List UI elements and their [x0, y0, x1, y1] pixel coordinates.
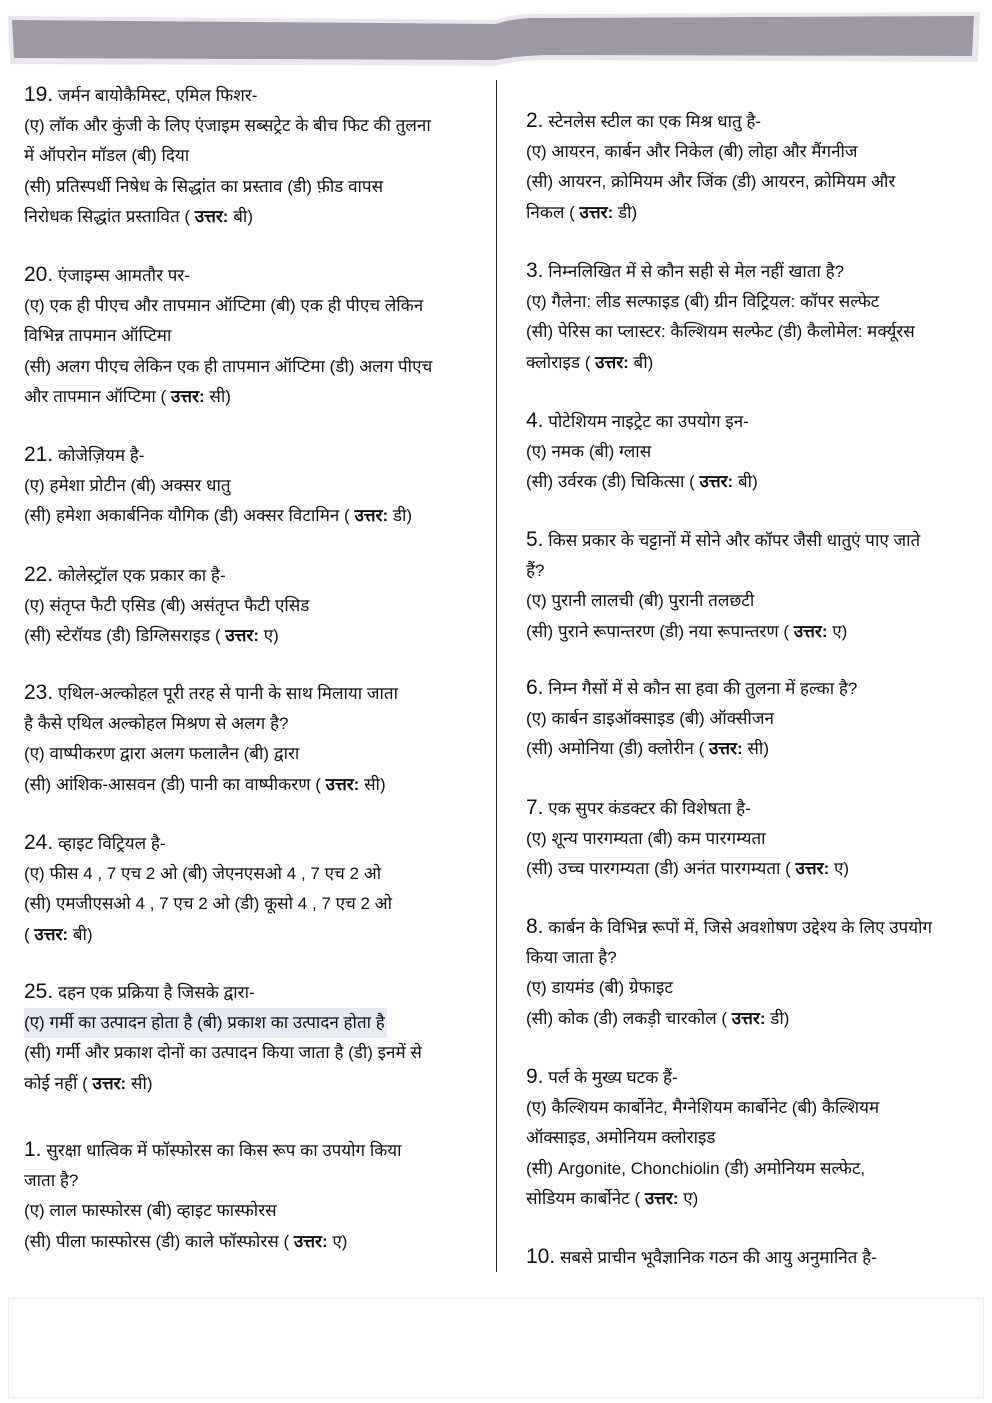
- question-number: 24.: [24, 831, 54, 854]
- line-text: पर्ल के मुख्य घटक हैं-: [548, 1068, 678, 1087]
- answer-value: सी: [209, 387, 226, 406]
- line-text: (ए) संतृप्त फैटी एसिड (बी) असंतृप्त फैटी एसिड: [24, 595, 310, 615]
- answer-value: डी: [392, 506, 407, 525]
- line-text: (सी) स्टेरॉयड (डी) डिग्लिसराइड: [24, 626, 211, 645]
- question-text-line: [24, 1135, 474, 1166]
- option-line: [526, 137, 971, 168]
- question-number: 3.: [526, 259, 544, 282]
- answer-line: निरोधक सिद्धांत प्रस्तावित ( उत्तर: बी): [24, 207, 253, 226]
- line-text: एक सुपर कंडक्टर की विशेषता है-: [548, 799, 751, 818]
- question-text-line: [526, 793, 971, 824]
- line-text: क्लोराइड: [526, 352, 580, 372]
- line-text: (सी) आयरन, क्रोमियम और जिंक (डी) आयरन, क्रोमियम और: [526, 172, 896, 191]
- line-text: और तापमान ऑप्टिमा: [24, 387, 156, 406]
- line-text: (ए) गैलेना: लीड सल्फाइड (बी) ग्रीन विट्रियल: कॉपर सल्फेट: [526, 291, 880, 311]
- line-text: निरोधक सिद्धांत प्रस्तावित: [24, 207, 180, 226]
- answer-label: उत्तर:: [194, 207, 229, 226]
- question-item: [526, 1242, 971, 1273]
- question-item: [526, 1062, 971, 1215]
- question-number: 10.: [526, 1245, 556, 1268]
- answer-value: ए: [833, 859, 844, 878]
- line-text: कोलेस्ट्रॉल एक प्रकार का है-: [57, 566, 226, 585]
- answer-label: उत्तर:: [293, 1231, 328, 1251]
- question-number: 1.: [24, 1138, 42, 1161]
- line-text: किया जाता है?: [526, 947, 617, 967]
- line-text: निकल: [526, 202, 565, 222]
- option-line: [24, 1196, 474, 1227]
- answer-line: निकल ( उत्तर: डी): [526, 202, 638, 222]
- line-text: दहन एक प्रक्रिया है जिसके द्वारा-: [57, 983, 255, 1002]
- line-text: (सी) Argonite, Chonchiolin (डी) अमोनियम सल्फेट,: [526, 1158, 866, 1178]
- line-text: सबसे प्राचीन भूवैज्ञानिक गठन की आयु अनुमानित है-: [559, 1248, 877, 1267]
- question-text-line: [526, 1242, 971, 1273]
- option-line: [24, 291, 474, 322]
- question-item: [526, 256, 971, 378]
- question-number: 7.: [526, 796, 544, 819]
- question-text-line: [24, 828, 474, 859]
- question-text-line: [526, 673, 971, 704]
- line-text: स्टेनलेस स्टील का एक मिश्र धातु है-: [548, 112, 762, 131]
- line-text: पोटेशियम नाइट्रेट का उपयोग इन-: [548, 412, 749, 431]
- answer-label: उत्तर:: [34, 924, 69, 944]
- line-text: (ए) फीस 4 , 7 एच 2 ओ (बी) जेएनएसओ 4 , 7 एच 2 ओ: [24, 863, 382, 883]
- answer-label: उत्तर:: [595, 352, 629, 372]
- option-line: [526, 943, 971, 974]
- question-text-line: [526, 406, 971, 437]
- line-text: जाता है?: [24, 1170, 79, 1190]
- answer-line: (सी) स्टेरॉयड (डी) डिग्लिसराइड ( उत्तर: ए): [24, 626, 279, 645]
- question-text-line: [24, 678, 474, 709]
- answer-line: और तापमान ऑप्टिमा ( उत्तर: सी): [24, 387, 231, 406]
- option-line: [526, 1093, 971, 1124]
- question-item: [24, 678, 474, 800]
- answer-value: सी: [747, 739, 764, 758]
- question-item: [526, 106, 971, 228]
- question-item: [526, 525, 971, 647]
- line-text: (सी) हमेशा अकार्बनिक यौगिक (डी) अक्सर विटामिन: [24, 506, 340, 525]
- answer-label: उत्तर:: [225, 626, 260, 645]
- line-text: निम्न गैसों में से कौन सा हवा की तुलना में हल्का है?: [548, 679, 858, 698]
- question-text-line: [526, 525, 971, 556]
- option-line: [24, 141, 474, 172]
- line-text: (ए) लाल फास्फोरस (बी) व्हाइट फास्फोरस: [24, 1201, 277, 1220]
- line-text: ऑक्साइड, अमोनियम क्लोराइड: [526, 1128, 716, 1147]
- answer-line: (सी) पुराने रूपान्तरण (डी) नया रूपान्तरण ( उत्तर: ए): [526, 621, 848, 641]
- question-number: 8.: [526, 915, 544, 938]
- option-line: [526, 704, 971, 735]
- answer-label: उत्तर:: [699, 472, 734, 491]
- answer-line: (सी) आंशिक-आसवन (डी) पानी का वाष्पीकरण ( उत्तर: सी): [24, 774, 386, 794]
- option-line: [526, 317, 971, 348]
- answer-line: कोई नहीं ( उत्तर: सी): [24, 1073, 153, 1093]
- line-text: (ए) गर्मी का उत्पादन होता है (बी) प्रकाश का उत्पादन होता है: [24, 1008, 387, 1039]
- question-number: 21.: [24, 443, 54, 466]
- answer-line: सोडियम कार्बोनेट ( उत्तर: ए): [526, 1189, 699, 1208]
- question-text-line: [24, 260, 474, 291]
- option-line: [526, 287, 971, 318]
- question-text-line: [526, 106, 971, 137]
- line-text: (सी) गर्मी और प्रकाश दोनों का उत्पादन किया जाता है (डी) इनमें से: [24, 1043, 422, 1062]
- question-item: [24, 1135, 474, 1257]
- line-text: एथिल-अल्कोहल पूरी तरह से पानी के साथ मिलाया जाता: [57, 684, 398, 703]
- option-line: [526, 556, 971, 587]
- line-text: (ए) आयरन, कार्बन और निकेल (बी) लोहा और मैंगनीज: [526, 141, 858, 161]
- line-text: (सी) उच्च पारगम्यता (डी) अनंत पारगम्यता: [526, 859, 781, 878]
- answer-value: बी: [72, 924, 87, 944]
- line-text: (सी) पुराने रूपान्तरण (डी) नया रूपान्तरण: [526, 621, 779, 641]
- question-item: [24, 977, 474, 1099]
- option-line: [24, 172, 474, 203]
- answer-value: बी: [233, 207, 248, 226]
- line-text: (ए) शून्य पारगम्यता (बी) कम पारगम्यता: [526, 828, 766, 848]
- question-number: 6.: [526, 676, 544, 699]
- question-item: [526, 793, 971, 885]
- option-line: [24, 471, 474, 502]
- line-text: एंजाइम्स आमतौर पर-: [57, 266, 191, 285]
- answer-value: बी: [737, 472, 753, 491]
- line-text: जर्मन बायोकैमिस्ट, एमिल फिशर-: [57, 86, 258, 105]
- line-text: है कैसे एथिल अल्कोहल मिश्रण से अलग है?: [24, 713, 289, 733]
- answer-value: डी: [770, 1008, 784, 1028]
- question-number: 22.: [24, 563, 54, 586]
- question-item: [526, 912, 971, 1034]
- answer-label: उत्तर:: [793, 621, 828, 641]
- question-text-line: [526, 1062, 971, 1093]
- line-text: कार्बन के विभिन्न रूपों में, जिसे अवशोषण उद्देश्य के लिए उपयोग: [548, 918, 933, 937]
- line-text: में ऑपरोन मॉडल (बी) दिया: [24, 146, 190, 165]
- answer-label: उत्तर:: [325, 774, 360, 794]
- answer-line: (सी) पीला फास्फोरस (डी) काले फॉस्फोरस ( उत्तर: ए): [24, 1231, 348, 1251]
- question-item: [526, 673, 971, 765]
- line-text: (सी) आंशिक-आसवन (डी) पानी का वाष्पीकरण: [24, 774, 311, 794]
- answer-line: (सी) उच्च पारगम्यता (डी) अनंत पारगम्यता ( उत्तर: ए): [526, 859, 850, 878]
- question-number: 19.: [24, 83, 54, 106]
- header-banner: [6, 10, 982, 68]
- line-text: (ए) डायमंड (बी) ग्रेफाइट: [526, 978, 673, 997]
- question-number: 23.: [24, 681, 54, 704]
- option-line: [24, 739, 474, 770]
- answer-value: ए: [263, 626, 274, 645]
- line-text: सुरक्षा धात्विक में फॉस्फोरस का किस रूप का उपयोग किया: [46, 1141, 402, 1160]
- answer-line: क्लोराइड ( उत्तर: बी): [526, 352, 654, 372]
- question-number: 2.: [526, 109, 544, 132]
- line-text: कोजेज़ियम है-: [57, 446, 145, 465]
- option-line: [24, 1166, 474, 1197]
- option-line: [24, 321, 474, 352]
- answer-value: सी: [130, 1073, 147, 1093]
- question-item: [24, 260, 474, 413]
- answer-line: (सी) कोक (डी) लकड़ी चारकोल ( उत्तर: डी): [526, 1008, 790, 1028]
- line-text: (सी) कोक (डी) लकड़ी चारकोल: [526, 1008, 717, 1028]
- line-text: विभिन्न तापमान ऑप्टिमा: [24, 326, 172, 345]
- answer-value: डी: [617, 202, 632, 222]
- question-number: 20.: [24, 263, 54, 286]
- answer-label: उत्तर:: [795, 859, 830, 878]
- footer-box: [8, 1298, 984, 1398]
- question-text-line: [24, 977, 474, 1008]
- answer-label: उत्तर:: [170, 387, 205, 406]
- line-text: सोडियम कार्बोनेट: [526, 1189, 630, 1208]
- answer-value: बी: [633, 352, 648, 372]
- answer-label: उत्तर:: [708, 739, 743, 758]
- answer-label: उत्तर:: [731, 1008, 766, 1028]
- question-item: [24, 828, 474, 950]
- line-text: (ए) लॉक और कुंजी के लिए एंजाइम सब्सट्रेट के बीच फिट की तुलना: [24, 115, 431, 135]
- option-line: [24, 1008, 474, 1039]
- line-text: (सी) अमोनिया (डी) क्लोरीन: [526, 739, 694, 758]
- option-line: [526, 824, 971, 855]
- option-line: [24, 352, 474, 383]
- option-line: [24, 859, 474, 890]
- line-text: (ए) पुरानी लालची (बी) पुरानी तलछटी: [526, 591, 755, 610]
- line-text: (ए) नमक (बी) ग्लास: [526, 441, 652, 461]
- line-text: (सी) पीला फास्फोरस (डी) काले फॉस्फोरस: [24, 1231, 279, 1251]
- question-number: 4.: [526, 409, 544, 432]
- answer-line: (सी) उर्वरक (डी) चिकित्सा ( उत्तर: बी): [526, 472, 758, 491]
- line-text: (सी) पेरिस का प्लास्टर: कैल्शियम सल्फेट (डी) कैलोमेल: मर्क्यूरस: [526, 322, 915, 341]
- answer-label: उत्तर:: [92, 1073, 127, 1093]
- line-text: (ए) वाष्पीकरण द्वारा अलग फलालैन (बी) द्वारा: [24, 744, 300, 763]
- question-text-line: [526, 256, 971, 287]
- question-item: [526, 406, 971, 498]
- answer-line: (सी) हमेशा अकार्बनिक यौगिक (डी) अक्सर विटामिन ( उत्तर: डी): [24, 506, 413, 525]
- answer-label: उत्तर:: [354, 506, 389, 525]
- answer-value: सी: [364, 774, 380, 794]
- answer-line: ( उत्तर: बी): [24, 924, 93, 944]
- question-text-line: [24, 80, 474, 111]
- answer-value: ए: [832, 621, 842, 641]
- question-number: 5.: [526, 528, 544, 551]
- question-text-line: [526, 912, 971, 943]
- option-line: [526, 167, 971, 198]
- answer-value: ए: [332, 1231, 342, 1251]
- option-line: [526, 1154, 971, 1185]
- option-line: [526, 437, 971, 468]
- question-number: 25.: [24, 980, 54, 1003]
- line-text: (ए) कैल्शियम कार्बोनेट, मैग्नेशियम कार्बोनेट (बी) कैल्शियम: [526, 1097, 880, 1117]
- option-line: [526, 586, 971, 617]
- line-text: (सी) अलग पीएच लेकिन एक ही तापमान ऑप्टिमा (डी) अलग पीएच: [24, 356, 433, 376]
- line-text: (ए) कार्बन डाइऑक्साइड (बी) ऑक्सीजन: [526, 708, 774, 728]
- answer-value: ए: [683, 1189, 693, 1208]
- line-text: निम्नलिखित में से कौन सही से मेल नहीं खाता है?: [548, 262, 845, 281]
- column-divider: [496, 80, 497, 1272]
- question-item: [24, 440, 474, 532]
- line-text: कोई नहीं: [24, 1073, 78, 1093]
- line-text: (ए) हमेशा प्रोटीन (बी) अक्सर धातु: [24, 475, 231, 495]
- question-number: 9.: [526, 1065, 544, 1088]
- option-line: [24, 709, 474, 740]
- line-text: हैं?: [526, 560, 545, 580]
- question-item: [24, 80, 474, 233]
- line-text: (सी) प्रतिस्पर्धी निषेध के सिद्धांत का प्रस्ताव (डी) फ़ीड वापस: [24, 176, 384, 196]
- line-text: किस प्रकार के चट्टानों में सोने और कॉपर जैसी धातुएं पाए जाते: [548, 531, 921, 550]
- option-line: [24, 1038, 474, 1069]
- answer-label: उत्तर:: [579, 202, 614, 222]
- question-item: [24, 560, 474, 652]
- option-line: [24, 111, 474, 142]
- option-line: [24, 889, 474, 920]
- answer-label: उत्तर:: [644, 1189, 679, 1208]
- question-text-line: [24, 440, 474, 471]
- line-text: व्हाइट विट्रियल है-: [57, 834, 166, 853]
- question-text-line: [24, 560, 474, 591]
- answer-line: (सी) अमोनिया (डी) क्लोरीन ( उत्तर: सी): [526, 739, 769, 758]
- option-line: [24, 591, 474, 622]
- option-line: [526, 1123, 971, 1154]
- line-text: (सी) उर्वरक (डी) चिकित्सा: [526, 472, 685, 491]
- line-text: (सी) एमजीएसओ 4 , 7 एच 2 ओ (डी) कूसो 4 , 7 एच 2 ओ: [24, 894, 393, 913]
- line-text: (ए) एक ही पीएच और तापमान ऑप्टिमा (बी) एक ही पीएच लेकिन: [24, 295, 424, 315]
- option-line: [526, 973, 971, 1004]
